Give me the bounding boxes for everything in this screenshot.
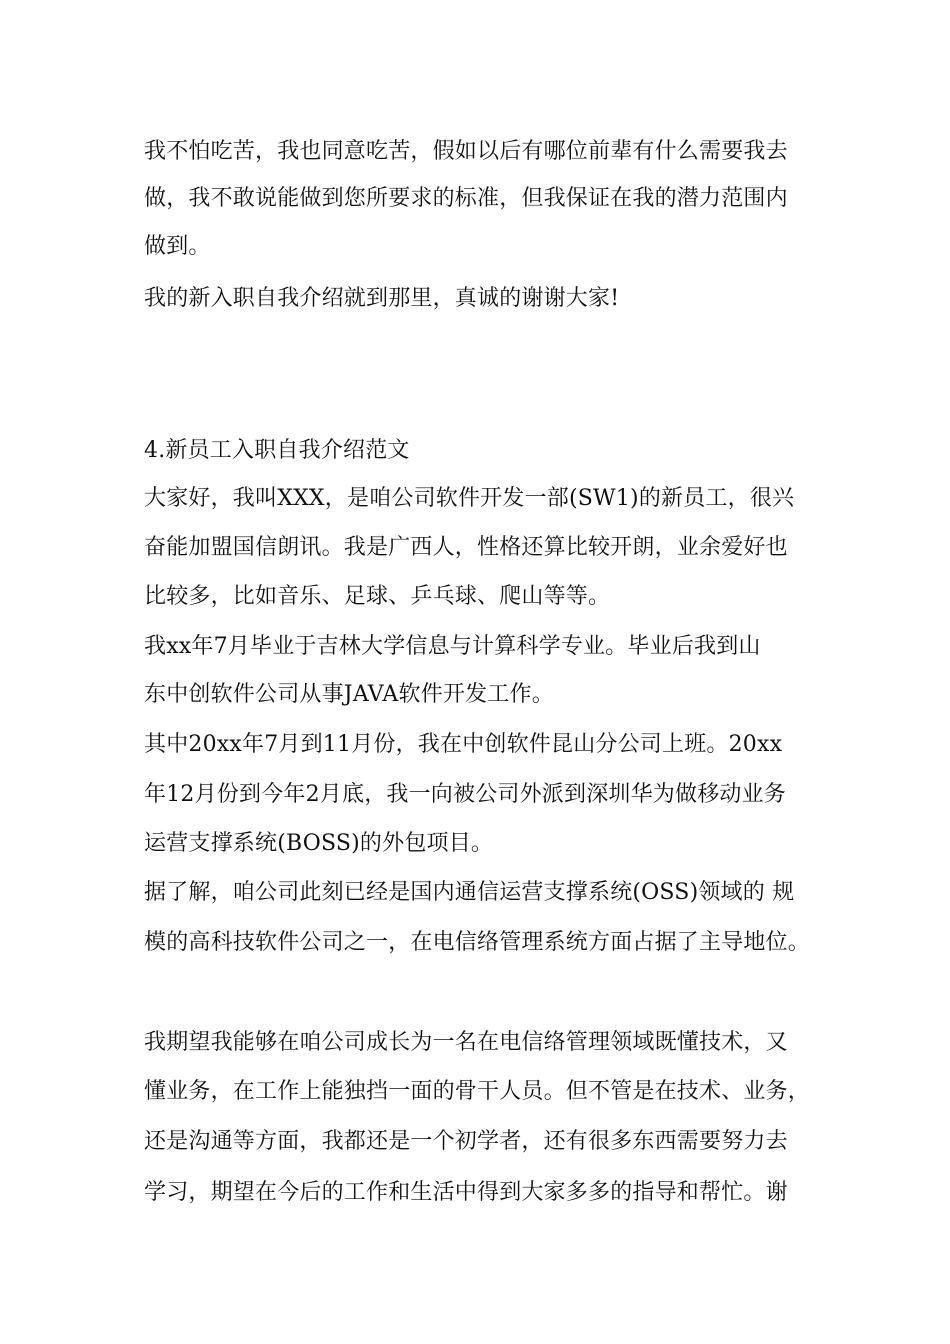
- text-line: 模的高科技软件公司之一，在电信络管理系统方面占据了主导地位。: [144, 930, 811, 955]
- text-line: 我xx年7月毕业于吉林大学信息与计算科学专业。毕业后我到山: [144, 634, 761, 659]
- text-line: 东中创软件公司从事JAVA软件开发工作。: [144, 682, 554, 707]
- text-line: 我期望我能够在咱公司成长为一名在电信络管理领域既懂技术，又: [144, 1030, 788, 1055]
- text-line: 奋能加盟国信朗讯。我是广西人，性格还算比较开朗，业余爱好也: [144, 535, 788, 560]
- text-line: 做，我不敢说能做到您所要求的标准，但我保证在我的潜力范围内: [144, 186, 788, 211]
- text-line: 我不怕吃苦，我也同意吃苦，假如以后有哪位前辈有什么需要我去: [144, 139, 788, 164]
- text-line: 年12月份到今年2月底，我一向被公司外派到深圳华为做移动业务: [144, 782, 786, 807]
- text-line: 懂业务，在工作上能独挡一面的骨干人员。但不管是在技术、业务，: [144, 1079, 811, 1104]
- text-line: 据了解，咱公司此刻已经是国内通信运营支撑系统(OSS)领域的 规: [144, 880, 795, 905]
- text-line: 还是沟通等方面，我都还是一个初学者，还有很多东西需要努力去: [144, 1129, 788, 1154]
- text-line: 做到。: [144, 234, 211, 259]
- text-line: 大家好，我叫XXX，是咱公司软件开发一部(SW1)的新员工，很兴: [144, 486, 795, 511]
- text-line: 运营支撑系统(BOSS)的外包项目。: [144, 831, 494, 856]
- text-line: 学习，期望在今后的工作和生活中得到大家多多的指导和帮忙。谢: [144, 1180, 788, 1205]
- section-heading: 4.新员工入职自我介绍范文: [144, 438, 410, 463]
- text-line: 其中20xx年7月到11月份，我在中创软件昆山分公司上班。20xx: [144, 732, 783, 757]
- text-line: 我的新入职自我介绍就到那里，真诚的谢谢大家!: [144, 286, 620, 311]
- text-line: 比较多，比如音乐、足球、乒乓球、爬山等等。: [144, 584, 611, 609]
